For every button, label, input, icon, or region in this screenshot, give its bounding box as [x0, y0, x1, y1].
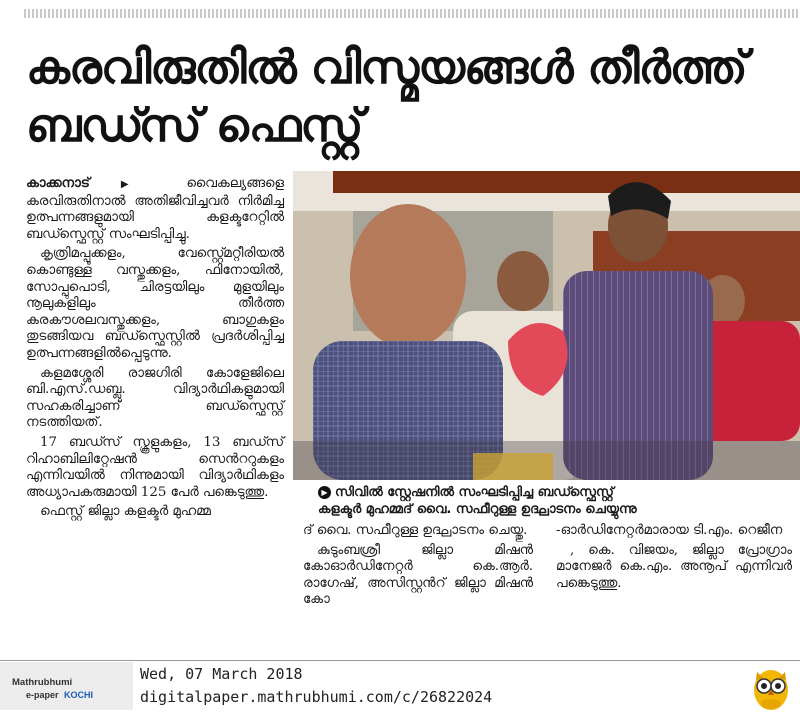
- arrow-right-icon: ▶: [120, 179, 156, 190]
- footer-divider: [0, 660, 800, 661]
- dateline: കാക്കനാട്: [26, 176, 90, 191]
- photo-illustration: [293, 171, 800, 480]
- logo-edition: e-paper: [26, 690, 59, 700]
- headline-line-2: ബഡ്സ് ഫെസ്റ്റ്: [26, 98, 363, 152]
- article-paragraph: കുടുംബശ്രീ ജില്ലാ മിഷൻ കോഓർഡിനേറ്റർ കെ.ആർ. രാഗേഷ്, അസിസ്റ്റൻറ് ജില്ലാ മിഷൻ കോ: [303, 542, 533, 608]
- article-paragraph: കാക്കനാട് ▶ വൈകല്യങ്ങളെ കരവിരുതിനാൽ അതിജീവിച്ചവർ നിർമിച്ച ഉത്പന്നങ്ങളുമായി കളക്ടറേറ്റിൽ ബഡ്സ്ഫെസ്റ്റ് സംഘടിപ്പിച്ചു.: [26, 176, 284, 242]
- source-url[interactable]: digitalpaper.mathrubhumi.com/c/26822024: [140, 688, 493, 706]
- headline: [26, 38, 796, 154]
- article-paragraph: ഫെസ്റ്റ് ജില്ലാ കളക്ടർ മുഹമ്മ: [40, 504, 211, 520]
- article-paragraph: -ഓർഡിനേറ്റർമാരായ ടി.എം. റെജീന: [556, 523, 783, 538]
- logo-city: KOCHI: [64, 690, 93, 700]
- top-dotted-rule: [24, 9, 800, 18]
- article-paragraph: കളമശ്ശേരി രാജഗിരി കോളേജിലെ ബി.എസ്.ഡബ്ലു. വിദ്യാർഥികളുമായി സഹകരിച്ചാണ് ബഡ്സ്ഫെസ്റ്റ് നടത്തിയത്.: [26, 365, 284, 431]
- article-paragraph: ദ് വൈ. സഫീറുള്ള ഉദ്ഘാടനം ചെയ്തു.: [303, 523, 528, 538]
- publish-date: Wed, 07 March 2018: [140, 665, 303, 683]
- article-column-1: [26, 176, 284, 524]
- article-paragraph: കൃത്രിമപ്പൂക്കളം, വേസ്റ്റ്മെറ്റീരിയൽ കൊണ്ടുള്ള വസ്തുക്കളം, ഫിനോയിൽ, സോപ്പുപൊടി, ചിരട്ടയിലും മുളയിലും നൂലുകളിലും തീർത്ത കരകൗശലവസ്തുക്കളം, ബാഗുകളം തുടങ്ങിയവ ബഡ്സ്ഫെസ്റ്റിൽ പ്രദർശിപ്പിച്ച ഉത്പന്നങ്ങളിൽപ്പെടുന്നു.: [26, 246, 284, 361]
- epaper-logo[interactable]: [0, 662, 133, 710]
- photo-caption: ▶ സിവിൽ സ്റ്റേഷനിൽ സംഘടിപ്പിച്ച ബഡ്സ്ഫെസ്റ്റ് കളക്ടർ മുഹമ്മദ് വൈ. സഫീറുള്ള ഉദ്ഘാടനം ചെയ്യുന്നു: [318, 485, 637, 517]
- article-column-3: [556, 523, 792, 595]
- news-photo: [293, 171, 800, 480]
- article-column-2: [303, 523, 533, 612]
- logo-brand: Mathrubhumi: [12, 677, 73, 688]
- play-icon: ▶: [318, 486, 331, 499]
- article-paragraph: 17 ബഡ്സ് സ്കൂളുകളം, 13 ബഡ്സ് റിഹാബിലിറ്റേഷൻ സെൻററുകളം എന്നിവയിൽ നിന്നുമായി വിദ്യാർഥികളം അധ്യാപകരുമായി 125 പേർ പങ്കെടുത്തു.: [26, 434, 284, 500]
- owl-icon[interactable]: [752, 664, 790, 712]
- headline-line-1: കരവിരുതിൽ വിസ്മയങ്ങൾ തീർത്ത്: [26, 40, 747, 94]
- article-paragraph: , കെ. വിജയം, ജില്ലാ പ്രോഗ്രാം മാനേജർ കെ.എം. അനൂപ് എന്നിവർ പങ്കെടുത്തു.: [556, 542, 792, 591]
